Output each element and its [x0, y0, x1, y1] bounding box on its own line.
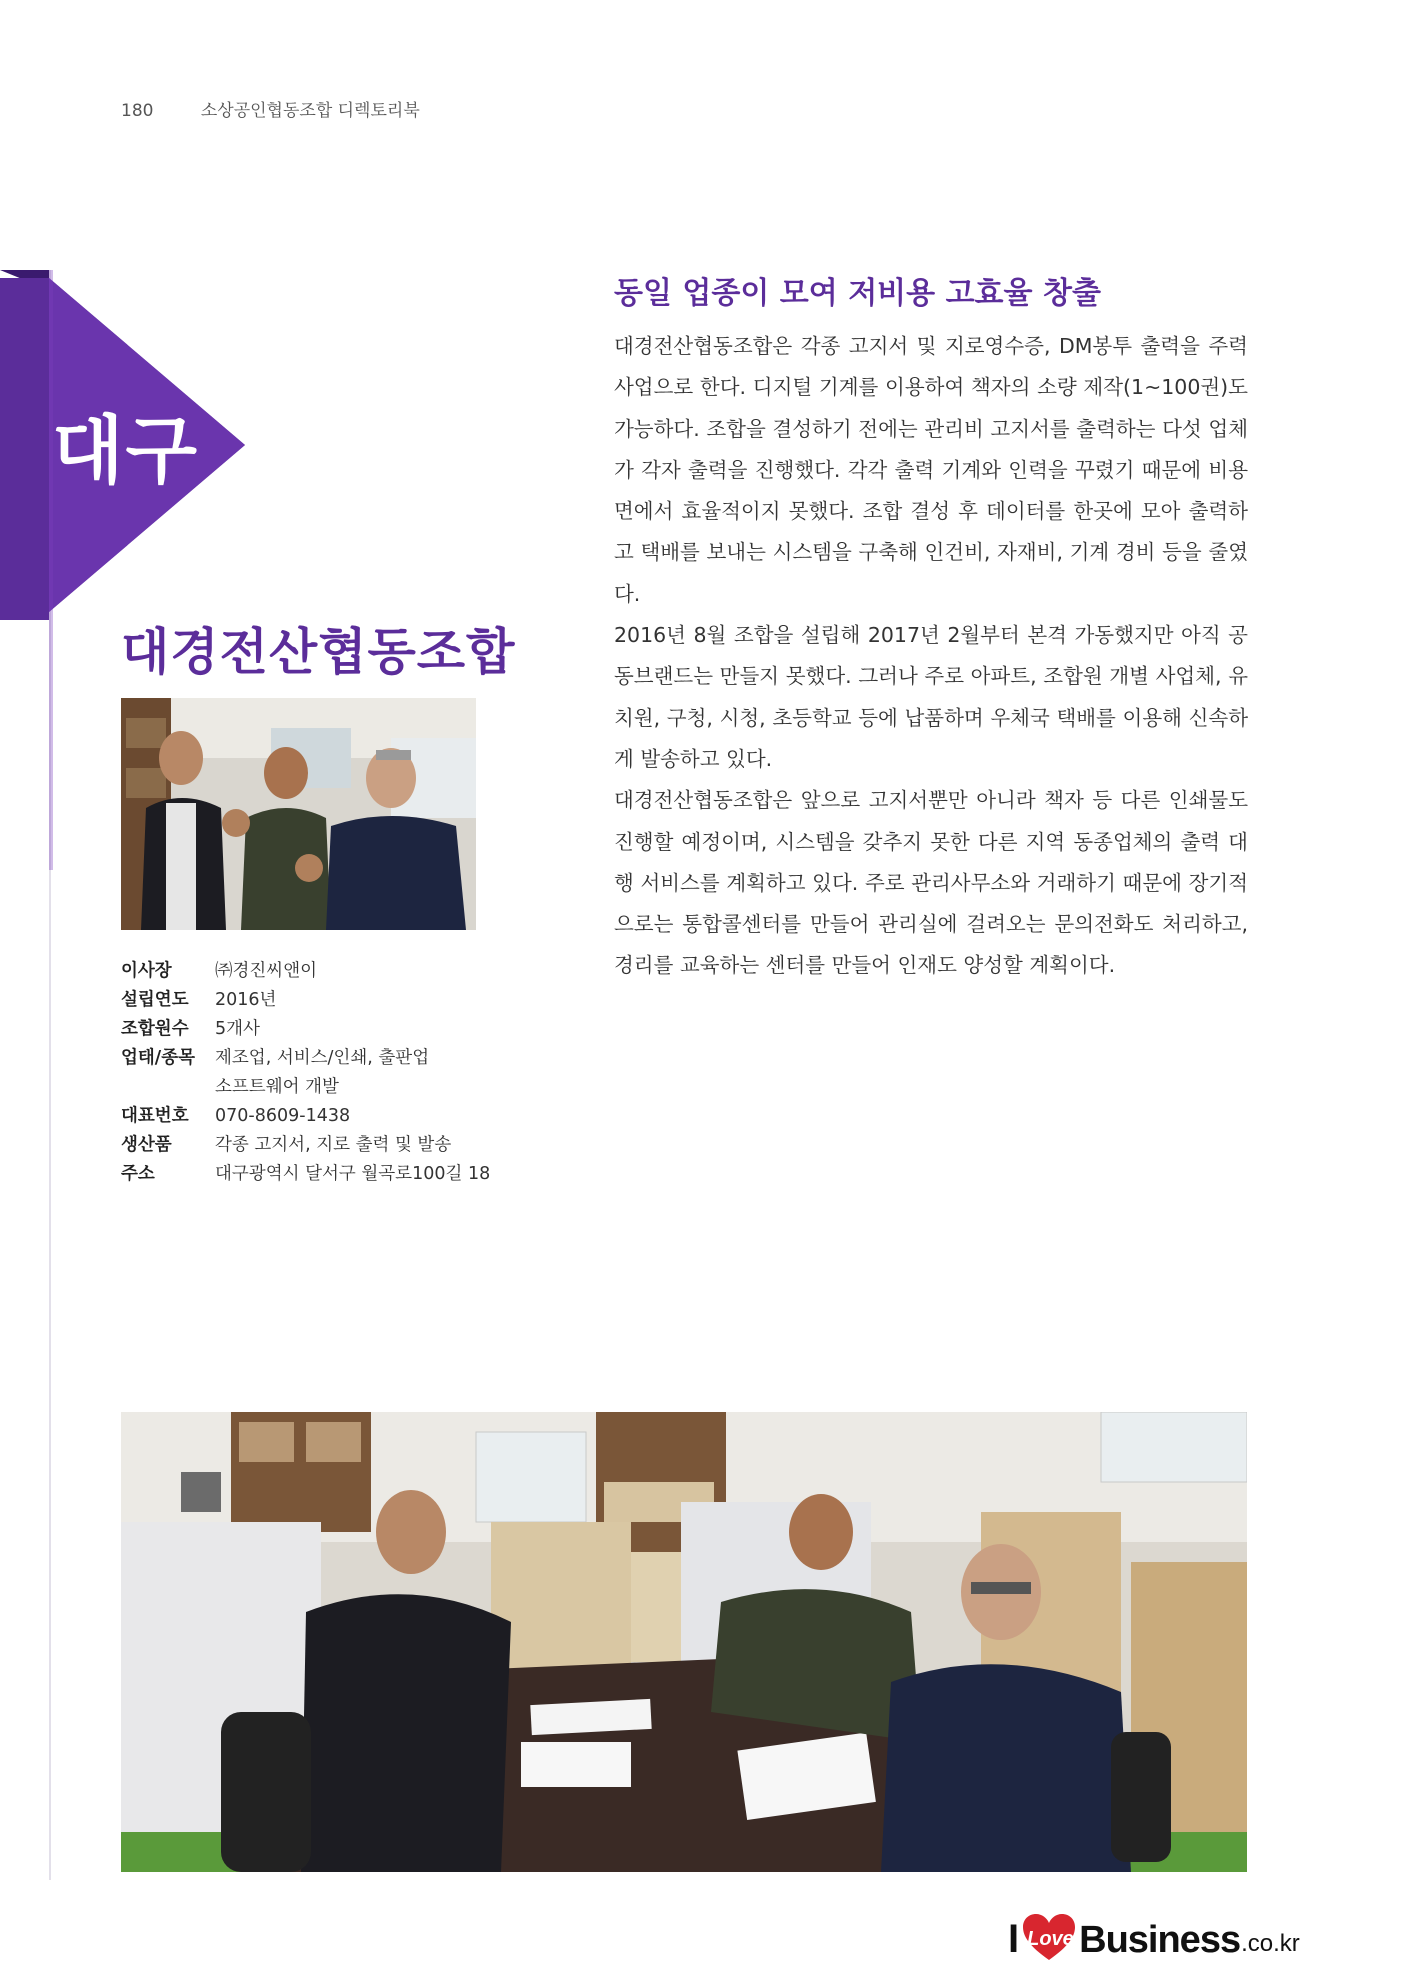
book-title: 소상공인협동조합 디렉토리북 [200, 101, 420, 121]
info-row-business-type [121, 1044, 490, 1073]
article-title: 동일 업종이 모여 저비용 고효율 창출 [614, 276, 1101, 311]
info-value: 2016년 [215, 990, 277, 1010]
members-photo [121, 698, 476, 930]
heart-icon [1023, 1914, 1075, 1962]
article-paragraph: 2016년 8월 조합을 설립해 2017년 2월부터 본격 가동했지만 아직 공동브랜드는 만들지 못했다. 그러나 주로 아파트, 조합원 개별 사업체, 유치원, 구청, 시청, 초등학교 등에 납품하며 우체국 택배를 이용해 신속하게 발송하고 있다. [614, 623, 1248, 771]
info-value: 제조업, 서비스/인쇄, 출판업 [215, 1048, 430, 1068]
info-value: 대구광역시 달서구 월곡로100길 18 [215, 1164, 491, 1184]
logo-domain: .co.kr [1241, 1930, 1300, 1957]
info-key [121, 1073, 215, 1102]
page-number: 180 [121, 101, 154, 121]
organization-name: 대경전산협동조합 [121, 623, 516, 681]
info-value: 070-8609-1438 [215, 1106, 351, 1126]
info-value: ㈜경진씨앤이 [215, 961, 318, 981]
article-paragraph: 대경전산협동조합은 각종 고지서 및 지로영수증, DM봉투 출력을 주력 사업으로 한다. 디지털 기계를 이용하여 책자의 소량 제작(1~100권)도 가능하다. 조합을 결성하기 전에는 관리비 고지서를 출력하는 다섯 업체가 각자 출력을 진행했다. 각각 출력 기계와 인력을 꾸렸기 때문에 비용 면에서 효율적이지 못했다. 조합 결성 후 데이터를 한곳에 모아 출력하고 택배를 보내는 시스템을 구축해 인건비, 자재비, 기계 경비 등을 줄였다. [614, 334, 1248, 606]
article-body [614, 326, 1248, 987]
logo-i: I [1008, 1917, 1020, 1961]
info-value: 소프트웨어 개발 [215, 1077, 339, 1097]
info-row-ceo [121, 957, 490, 986]
info-row-products [121, 1131, 490, 1160]
info-key: 대표번호 [121, 1106, 189, 1126]
office-photo [121, 1412, 1247, 1872]
info-value: 5개사 [215, 1019, 260, 1039]
info-row-founded [121, 986, 490, 1015]
region-label: 대구 [52, 408, 199, 494]
info-value: 각종 고지서, 지로 출력 및 발송 [215, 1135, 452, 1155]
info-key: 이사장 [121, 961, 172, 981]
info-row-business-type-cont [121, 1073, 490, 1102]
article-paragraph: 대경전산협동조합은 앞으로 고지서뿐만 아니라 책자 등 다른 인쇄물도 진행할 예정이며, 시스템을 갖추지 못한 다른 지역 동종업체의 출력 대행 서비스를 계획하고 있다. 주로 관리사무소와 거래하기 때문에 장기적으로는 통합콜센터를 만들어 관리실에 걸려오는 문의전화도 처리하고, 경리를 교육하는 센터를 만들어 인재도 양성할 계획이다. [614, 788, 1248, 978]
info-row-members [121, 1015, 490, 1044]
left-accent-bar [49, 270, 53, 870]
info-key: 업태/종목 [121, 1048, 196, 1068]
info-key: 조합원수 [121, 1019, 189, 1039]
info-row-phone [121, 1102, 490, 1131]
info-row-address [121, 1160, 490, 1189]
info-key: 주소 [121, 1164, 155, 1184]
footer-logo [1008, 1912, 1300, 1962]
info-key: 설립연도 [121, 990, 189, 1010]
logo-business: Business [1079, 1919, 1241, 1961]
logo-love: Love [1027, 1928, 1074, 1950]
info-key: 생산품 [121, 1135, 172, 1155]
info-list [121, 957, 490, 1189]
page-header [121, 96, 420, 121]
